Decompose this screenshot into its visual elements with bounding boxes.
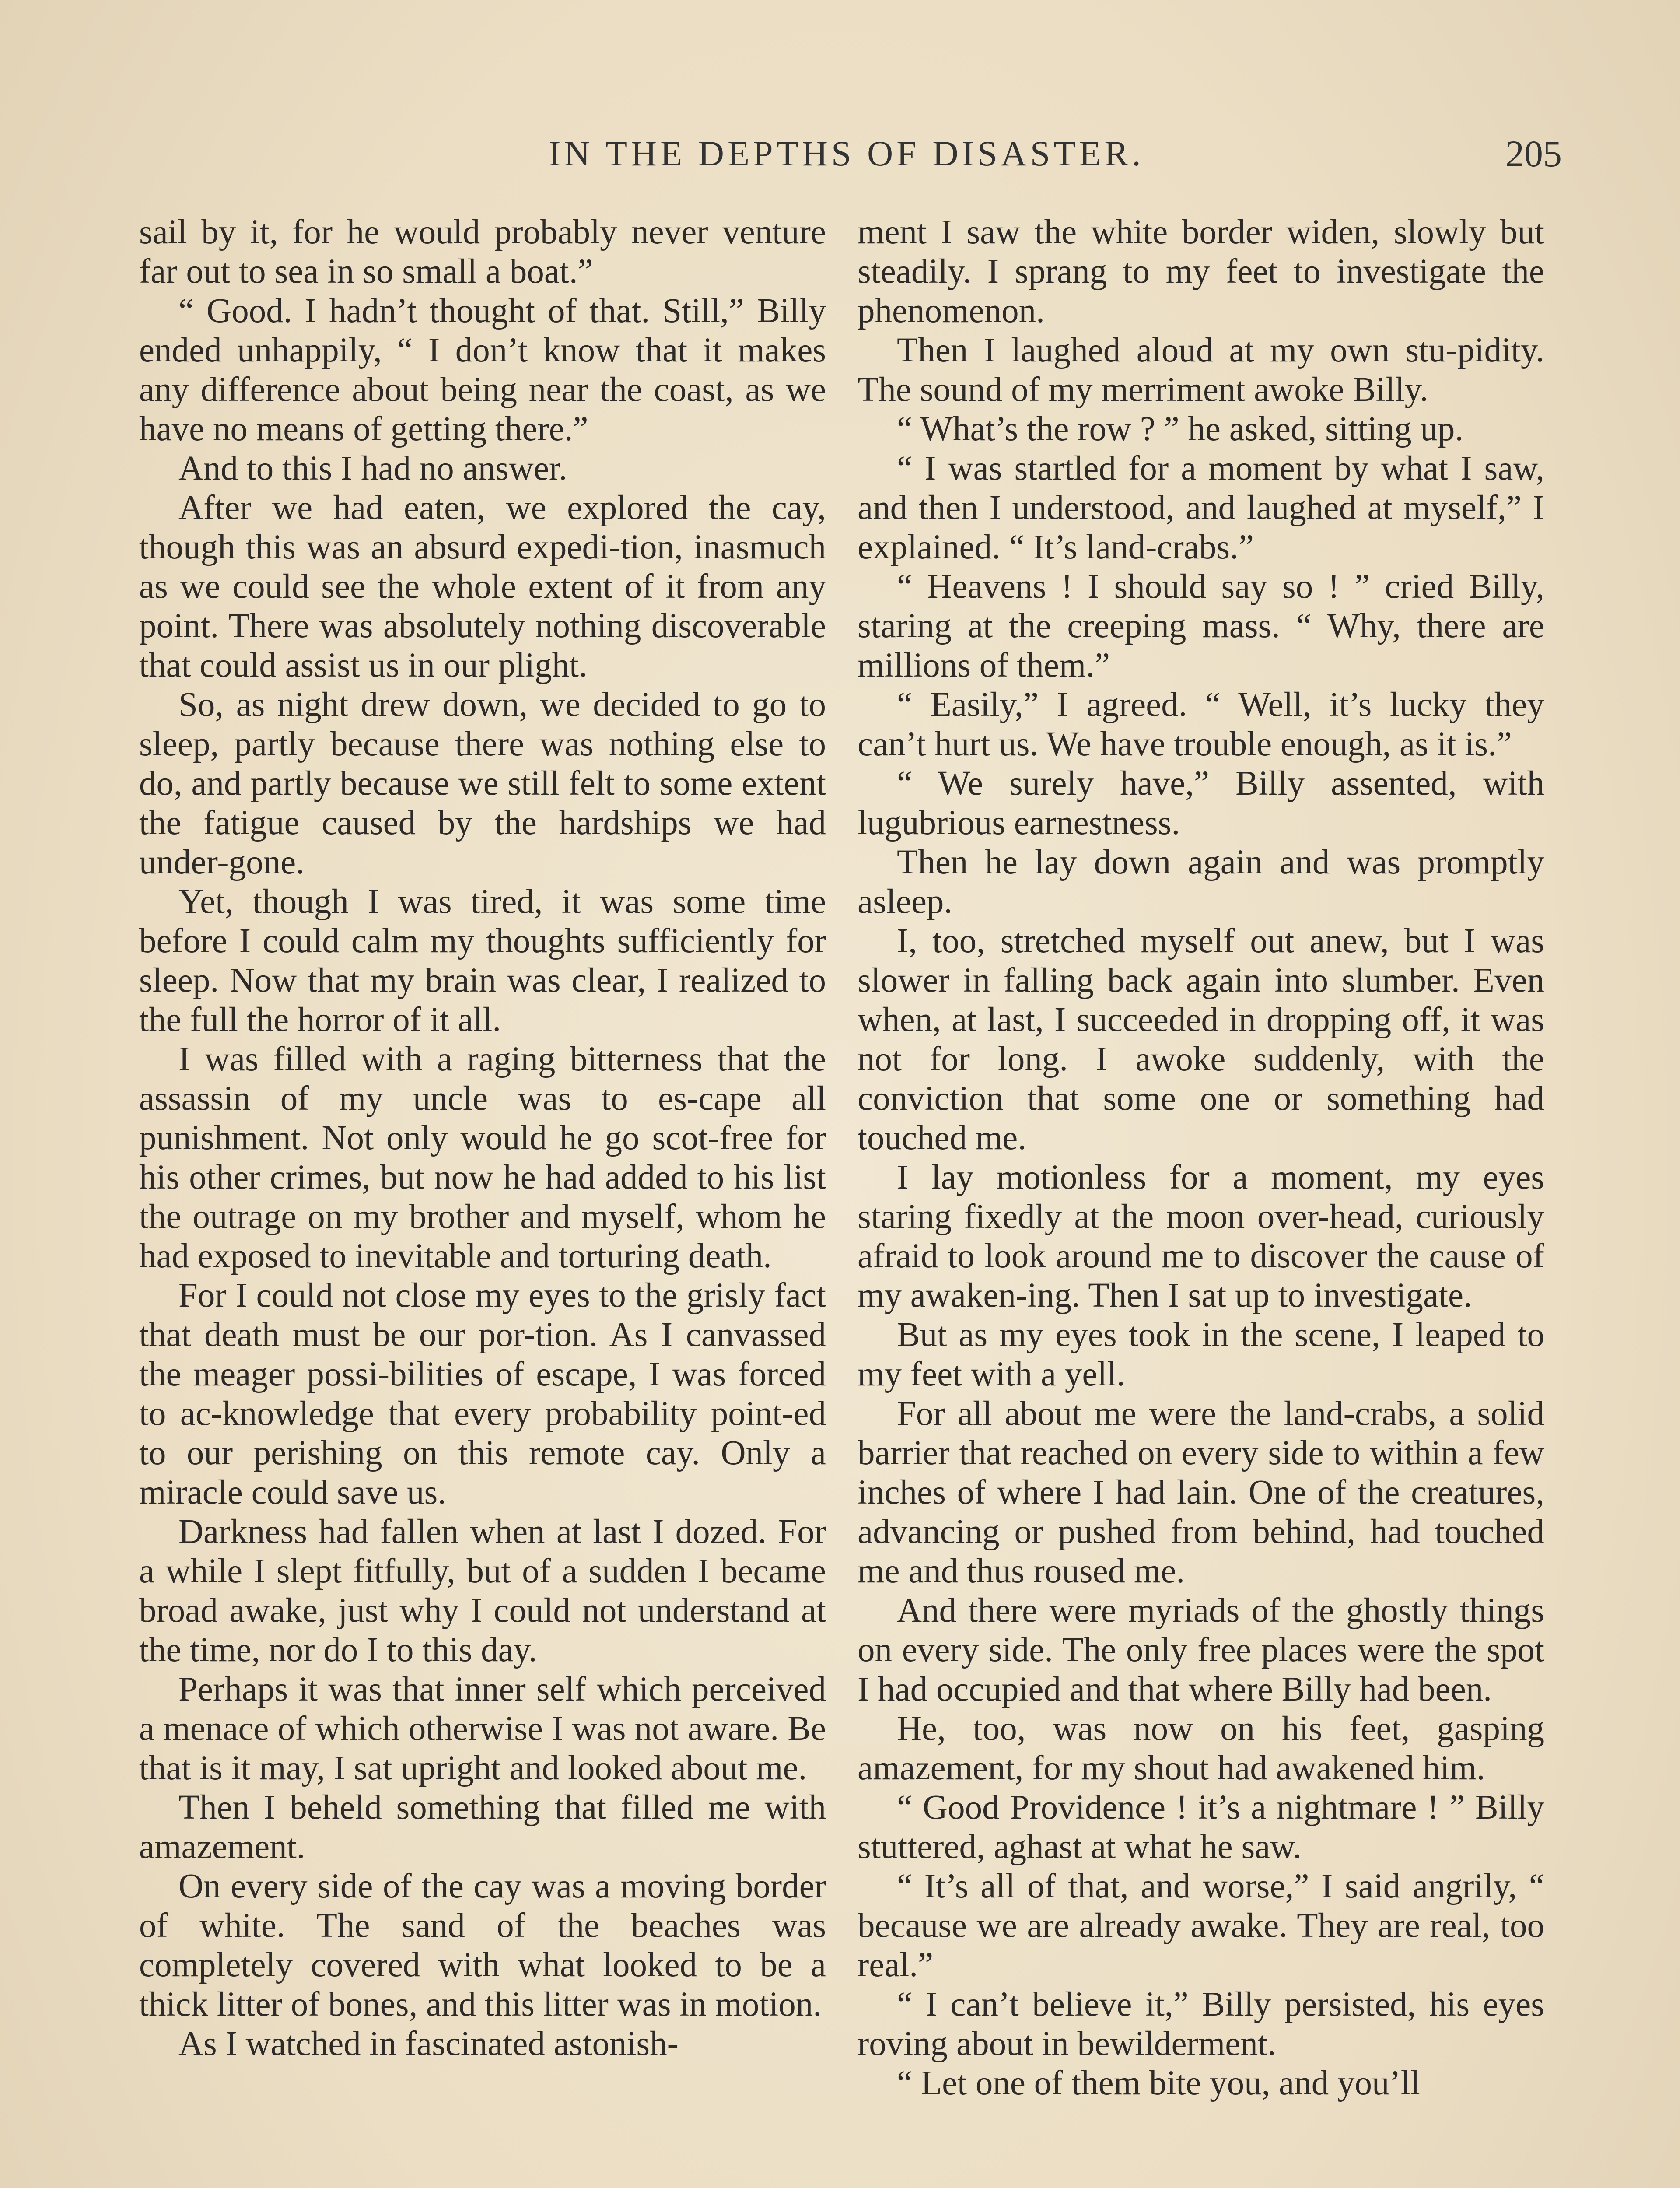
paragraph: For all about me were the land-crabs, a solid barrier that reached on every side to within a few inches of where I had lain. One of the creatures, advancing or pushed from behind, had touched me and thus roused me. [858,1395,1544,1590]
paragraph: So, as night drew down, we decided to go to sleep, partly because there was nothing else to do, and partly because we still felt to some extent the fatigue caused by the hardships we had under-gone. [139,686,826,881]
paragraph: On every side of the cay was a moving border of white. The sand of the beaches was completely covered with what looked to be a thick litter of bones, and this litter was in motion. [139,1867,826,2023]
paragraph: I lay motionless for a moment, my eyes staring fixedly at the moon over-head, curiously afraid to look around me to discover the cause of my awaken-ing. Then I sat up to investigate. [858,1158,1544,1315]
paragraph: And there were myriads of the ghostly things on every side. The only free places were the spot I had occupied and that where Billy had been. [858,1592,1544,1708]
paragraph: I was filled with a raging bitterness that the assassin of my uncle was to es-cape all punishment. Not only would he go scot-free for his other crimes, but now he had added to his list the outrage on my brother and myself, whom he had exposed to inevitable and torturing death. [139,1040,826,1275]
right-column [858,213,1544,2103]
paragraph: Then I beheld something that filled me with amazement. [139,1788,826,1866]
paragraph: “ I was startled for a moment by what I saw, and then I understood, and laughed at myself,” I explained. “ It’s land-crabs.” [858,449,1544,566]
paragraph: And to this I had no answer. [178,449,567,487]
paragraph: Darkness had fallen when at last I dozed. For a while I slept fitfully, but of a sudden I became broad awake, just why I could not understand at the time, nor do I to this day. [139,1513,826,1669]
paragraph: He, too, was now on his feet, gasping amazement, for my shout had awakened him. [858,1710,1544,1787]
paragraph: “ Good Providence ! it’s a nightmare ! ” Billy stuttered, aghast at what he saw. [858,1788,1544,1866]
paragraph: “ Easily,” I agreed. “ Well, it’s lucky they can’t hurt us. We have trouble enough, as it is.” [858,686,1544,763]
paragraph: I, too, stretched myself out anew, but I was slower in falling back again into slumber. Even when, at last, I succeeded in dropping off, it was not for long. I awoke suddenly, with the conviction that some one or something had touched me. [858,922,1544,1157]
paragraph: “ Heavens ! I should say so ! ” cried Billy, staring at the creeping mass. “ Why, there are millions of them.” [858,568,1544,684]
page-header [131,130,1562,178]
paragraph: As I watched in fascinated astonish- [178,2025,679,2063]
paragraph: Then I laughed aloud at my own stu-pidity. The sound of my merriment awoke Billy. [858,331,1544,409]
paragraph: “ Let one of them bite you, and you’ll [897,2064,1420,2102]
paragraph: Then he lay down again and was promptly asleep. [858,843,1544,921]
paragraph: “ I can’t believe it,” Billy persisted, his eyes roving about in bewilderment. [858,1985,1544,2063]
left-column [139,213,826,2064]
paragraph: ment I saw the white border widen, slowly but steadily. I sprang to my feet to investigate the phenomenon. [858,213,1544,330]
paragraph: Perhaps it was that inner self which perceived a menace of which otherwise I was not aware. Be that is it may, I sat upright and looked about me. [139,1670,826,1787]
paragraph: After we had eaten, we explored the cay, though this was an absurd expedi-tion, inasmuch as we could see the whole extent of it from any point. There was absolutely nothing discoverable that could assist us in our plight. [139,489,826,684]
paragraph: “ Good. I hadn’t thought of that. Still,” Billy ended unhappily, “ I don’t know that it makes any difference about being near the coast, as we have no means of getting there.” [139,292,826,448]
paragraph: Yet, though I was tired, it was some time before I could calm my thoughts sufficiently for sleep. Now that my brain was clear, I realized to the full the horror of it all. [139,883,826,1039]
running-head: IN THE DEPTHS OF DISASTER. [549,133,1144,173]
page-number: 205 [1505,133,1562,175]
paragraph: But as my eyes took in the scene, I leaped to my feet with a yell. [858,1316,1544,1393]
paragraph: “ We surely have,” Billy assented, with lugubrious earnestness. [858,764,1544,842]
paragraph: sail by it, for he would probably never venture far out to sea in so small a boat.” [139,213,826,291]
paragraph: “ What’s the row ? ” he asked, sitting up. [897,410,1464,448]
paragraph: For I could not close my eyes to the grisly fact that death must be our por-tion. As I canvassed the meager possi-bilities of escape, I was forced to ac-knowledge that every probability point-ed to our perishing on this remote cay. Only a miracle could save us. [139,1276,826,1511]
paragraph: “ It’s all of that, and worse,” I said angrily, “ because we are already awake. They are real, too real.” [858,1867,1544,1984]
